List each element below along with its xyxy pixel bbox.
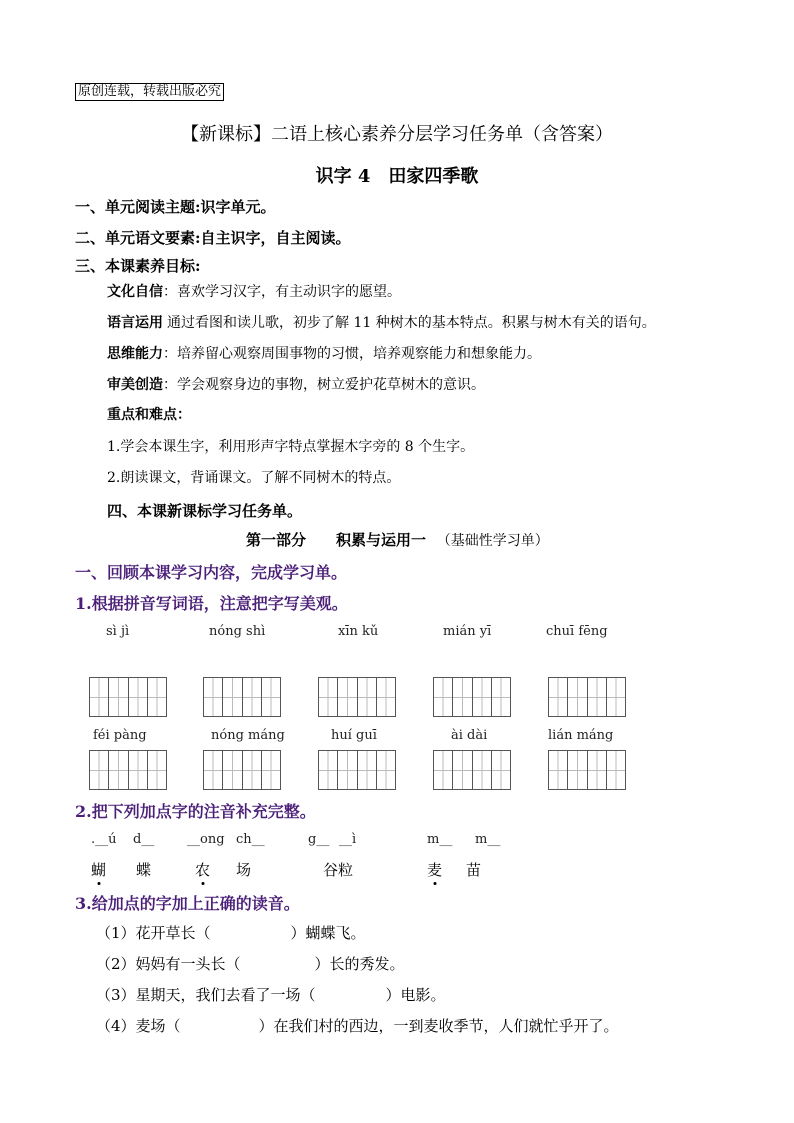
goal-language [107, 314, 656, 332]
question-1-title: 1.根据拼音写词语，注意把字写美观。 [75, 594, 348, 613]
pinyin-label: sì jì [106, 624, 130, 639]
goal-culture [107, 283, 401, 301]
goal-text: 培养留心观察周围事物的习惯，培养观察能力和想象能力。 [177, 346, 541, 362]
goal-text: 喜欢学习汉字，有主动识字的愿望。 [177, 284, 401, 300]
section-1-heading: 一、单元阅读主题:识字单元。 [75, 198, 276, 216]
writing-grid[interactable] [203, 677, 281, 717]
pinyin-blank[interactable]: m__ [475, 832, 501, 847]
pinyin-label: xīn kǔ [338, 624, 379, 639]
q3-item-post: ）电影。 [385, 986, 446, 1004]
goal-text: 通过看图和读儿歌，初步了解 11 种树木的基本特点。积累与树木有关的语句。 [167, 315, 656, 331]
part-heading [246, 529, 549, 550]
document-title: 【新课标】二语上核心素养分层学习任务单（含答案） [181, 124, 613, 145]
word-char: 苗 [466, 861, 482, 879]
pinyin-label: chuī fēng [546, 624, 608, 639]
q3-item-1 [96, 923, 366, 943]
word-char: 农 [195, 861, 211, 879]
q3-item-pre: （2）妈妈有一头长（ [96, 955, 241, 973]
goal-aesthetic [107, 376, 485, 394]
question-3-title: 3.给加点的字加上正确的读音。 [75, 894, 300, 913]
lesson-title: 识字 4 田家四季歌 [315, 166, 479, 187]
writing-grid[interactable] [318, 750, 396, 790]
word-char: 场 [236, 861, 252, 879]
key-points-label: 重点和难点： [107, 407, 191, 423]
word-char: 麦 [427, 861, 443, 879]
q3-item-2 [96, 954, 405, 974]
writing-grid[interactable] [89, 677, 167, 717]
q3-item-3 [96, 985, 446, 1005]
goal-text: 学会观察身边的事物，树立爱护花草树木的意识。 [177, 377, 485, 393]
section-2-heading: 二、单元语文要素:自主识字，自主阅读。 [75, 229, 351, 247]
pinyin-blank[interactable]: d__ [133, 832, 155, 847]
writing-grid[interactable] [548, 750, 626, 790]
key-point-2: 2.朗读课文，背诵课文。了解不同树木的特点。 [107, 470, 401, 486]
writing-grid[interactable] [433, 677, 511, 717]
pinyin-label: ài dài [451, 728, 488, 743]
pinyin-label: huí guī [331, 728, 377, 743]
pinyin-blank[interactable]: .__ú [91, 832, 117, 847]
goal-sep: ： [163, 284, 177, 300]
writing-grid[interactable] [548, 677, 626, 717]
pinyin-blank[interactable]: g__ [308, 832, 330, 847]
writing-grid[interactable] [203, 750, 281, 790]
copyright-notice: 原创连载，转载出版必究 [75, 83, 224, 101]
goal-sep: ： [163, 377, 177, 393]
word-char: 谷粒 [323, 861, 354, 879]
pinyin-label: mián yī [443, 624, 492, 639]
pinyin-blank[interactable]: __ì [339, 832, 357, 847]
writing-grid[interactable] [433, 750, 511, 790]
part-title: 第一部分 积累与运用一 [246, 531, 427, 549]
q3-item-4 [96, 1016, 619, 1036]
word-char: 蝶 [136, 861, 152, 879]
q3-item-pre: （4）麦场（ [96, 1017, 181, 1035]
goal-label: 思维能力 [107, 346, 163, 362]
goal-thinking [107, 345, 541, 363]
goal-label: 语言运用 [107, 315, 163, 331]
key-point-1: 1.学会本课生字，利用形声字特点掌握木字旁的 8 个生字。 [107, 439, 475, 455]
section-3-heading: 三、本课素养目标: [75, 257, 201, 275]
q3-item-post: ）长的秀发。 [314, 955, 405, 973]
word-char: 蝴 [91, 861, 107, 879]
goal-label: 审美创造 [107, 377, 163, 393]
pinyin-blank[interactable]: __ong [187, 832, 225, 847]
pinyin-blank[interactable]: ch__ [236, 832, 265, 847]
writing-grid[interactable] [89, 750, 167, 790]
q3-item-post: ）在我们村的西边，一到麦收季节，人们就忙乎开了。 [258, 1017, 619, 1035]
question-2-title: 2.把下列加点字的注音补充完整。 [75, 802, 316, 821]
pinyin-label: nóng shì [209, 624, 266, 639]
goal-sep: ： [163, 346, 177, 362]
review-heading: 一、回顾本课学习内容，完成学习单。 [75, 563, 348, 582]
pinyin-label: féi pàng [93, 728, 147, 743]
q3-item-post: ）蝴蝶飞。 [290, 924, 366, 942]
q3-item-pre: （3）星期天，我们去看了一场（ [96, 986, 316, 1004]
pinyin-label: lián máng [548, 728, 614, 743]
pinyin-label: nóng máng [211, 728, 285, 743]
part-subtitle: （基础性学习单） [436, 533, 549, 549]
q3-item-pre: （1）花开草长（ [96, 924, 211, 942]
section-4-heading: 四、本课新课标学习任务单。 [107, 502, 303, 520]
writing-grid[interactable] [318, 677, 396, 717]
goal-label: 文化自信 [107, 284, 163, 300]
pinyin-blank[interactable]: m__ [427, 832, 453, 847]
